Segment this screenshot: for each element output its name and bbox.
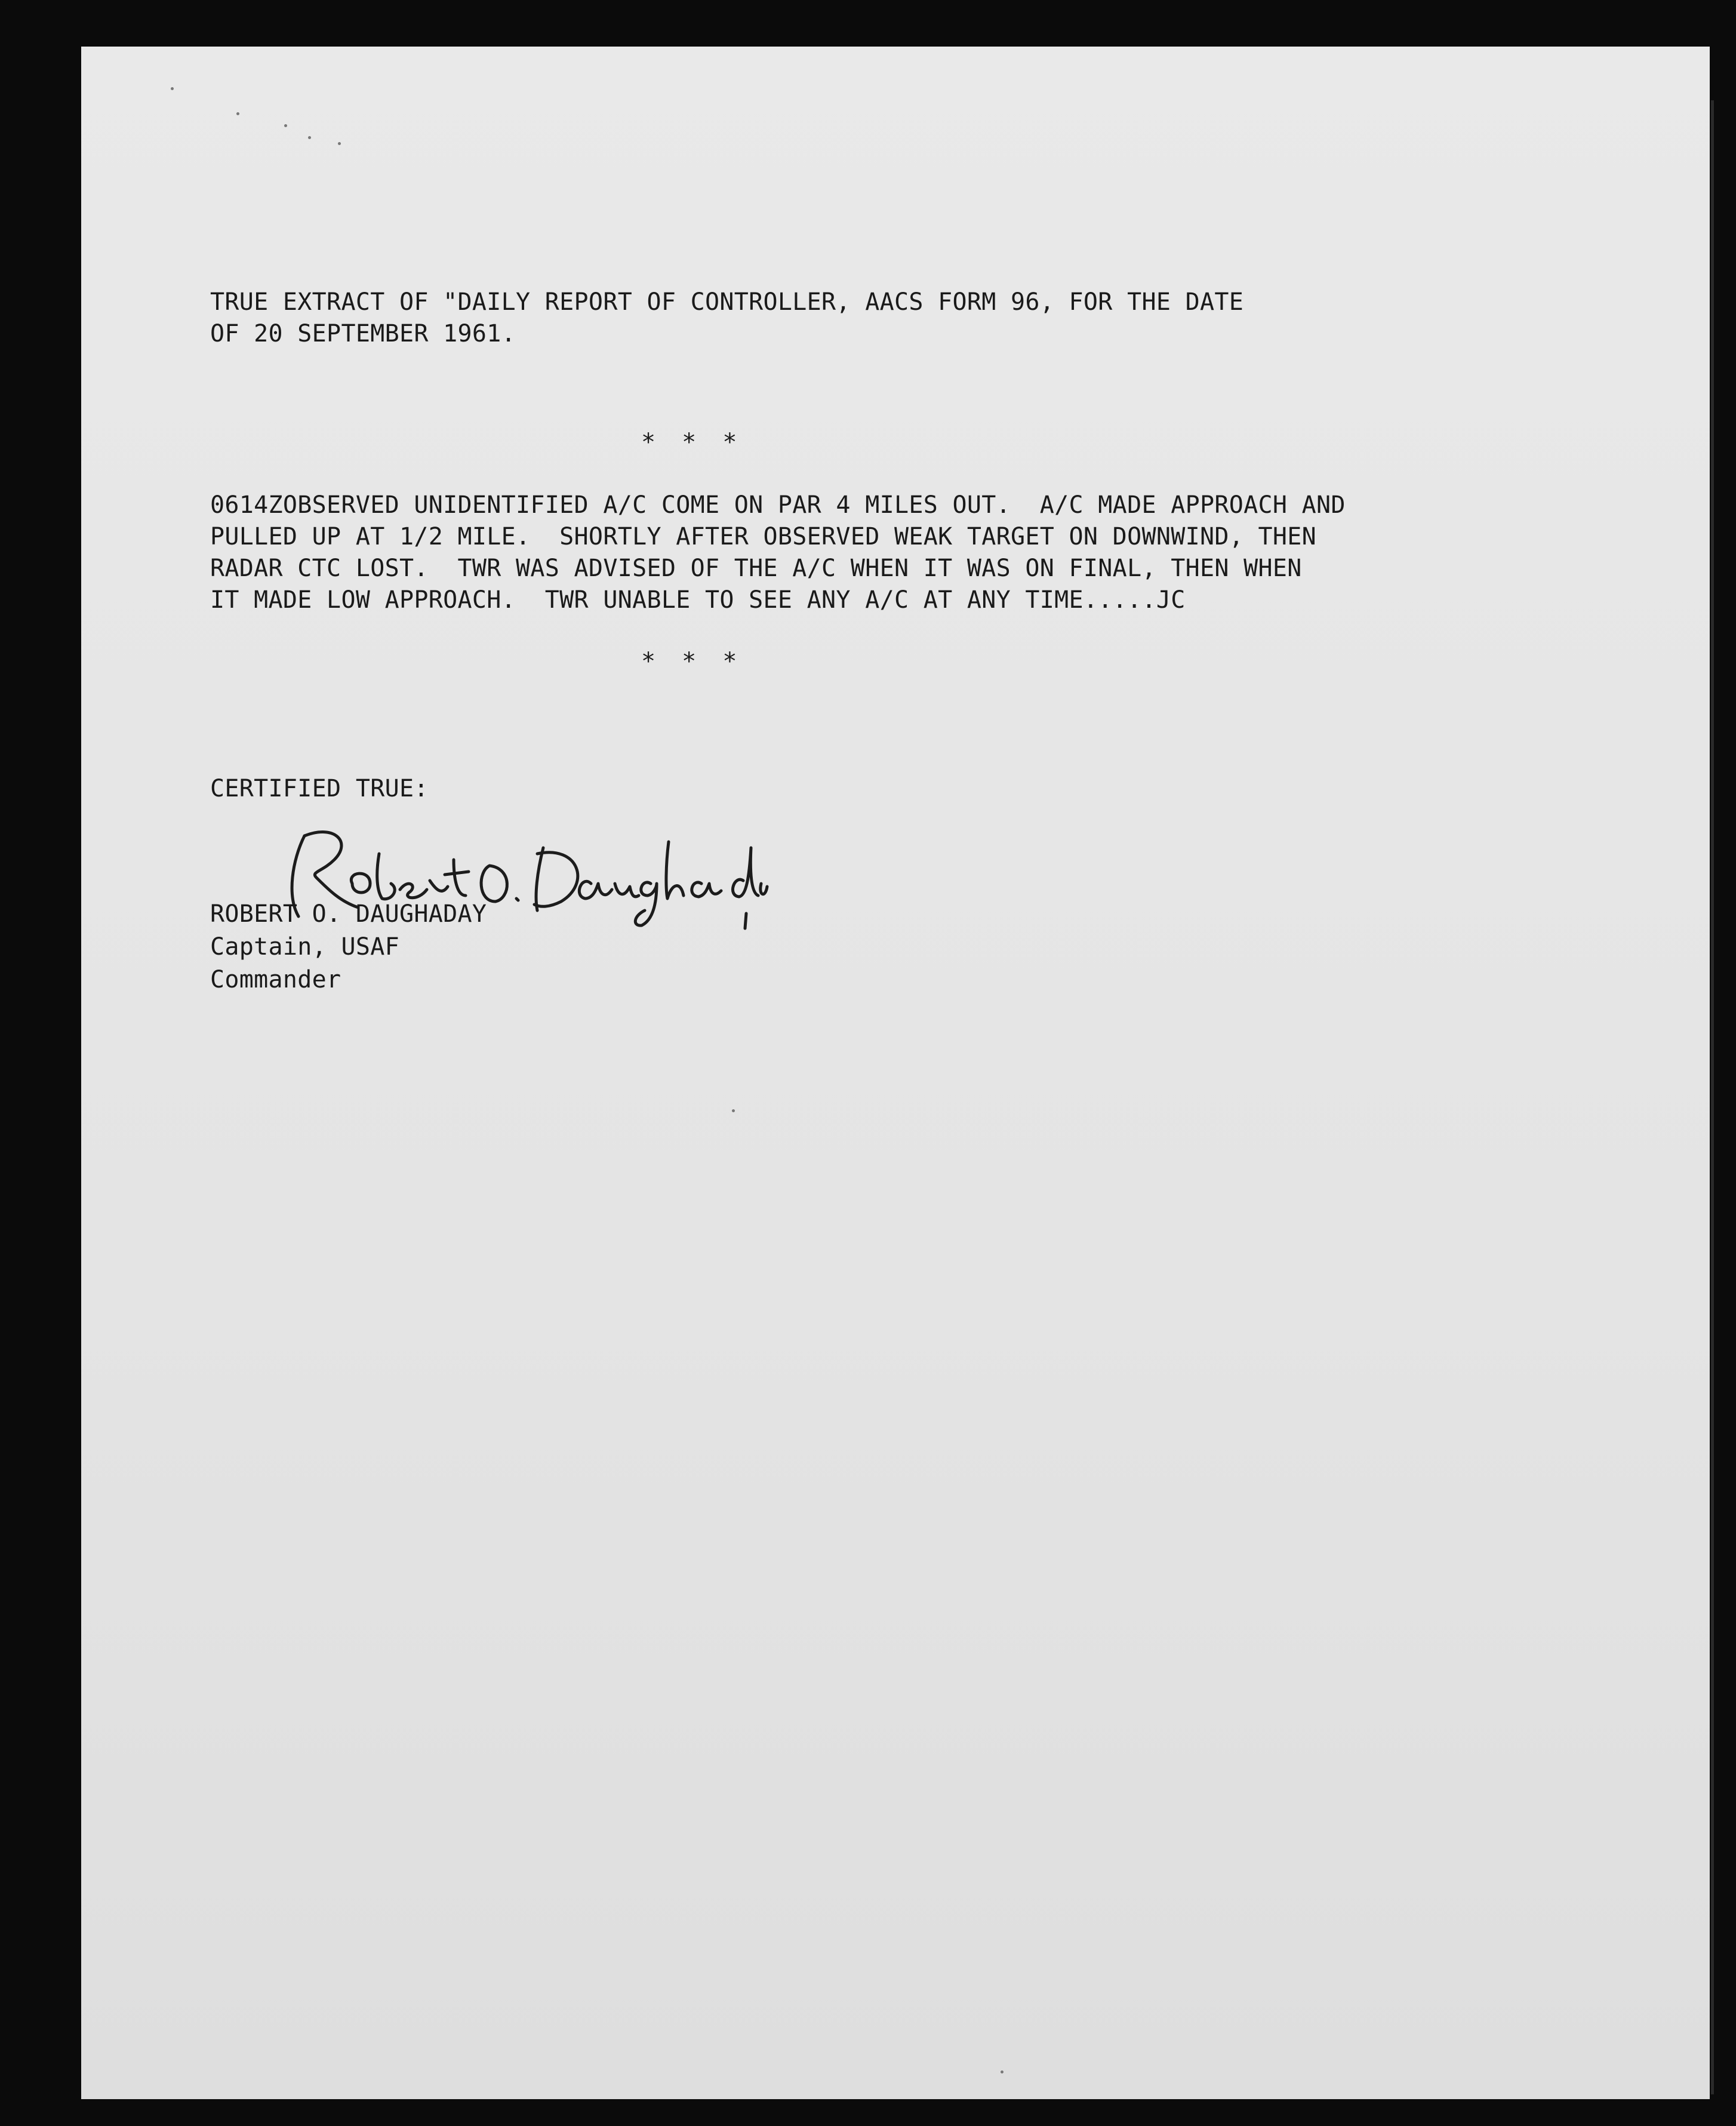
page-edge-rule [1711,100,1714,2094]
document-page [81,47,1710,2099]
entry-line-2: PULLED UP AT 1/2 MILE. SHORTLY AFTER OBSERVED WEAK TARGET ON DOWNWIND, THEN [210,523,1317,550]
entry-line-3: RADAR CTC LOST. TWR WAS ADVISED OF THE A/C WHEN IT WAS ON FINAL, THEN WHEN [210,555,1302,582]
entry-line-4: IT MADE LOW APPROACH. TWR UNABLE TO SEE ANY A/C AT ANY TIME.....JC [210,586,1186,614]
signatory-rank: Captain, USAF [210,933,399,961]
report-entry [210,490,1346,616]
signatory-name: ROBERT O. DAUGHADAY [210,900,487,928]
separator-top: * * * [641,429,743,456]
heading-line-2: OF 20 SEPTEMBER 1961. [210,320,516,347]
signatory-title: Commander [210,966,341,993]
separator-bottom: * * * [641,648,743,675]
certification-label: CERTIFIED TRUE: [210,775,429,802]
entry-line-1: 0614ZOBSERVED UNIDENTIFIED A/C COME ON PAR 4 MILES OUT. A/C MADE APPROACH AND [210,491,1346,519]
report-heading [210,287,1243,350]
heading-line-1: TRUE EXTRACT OF "DAILY REPORT OF CONTROLLER, AACS FORM 96, FOR THE DATE [210,288,1244,316]
